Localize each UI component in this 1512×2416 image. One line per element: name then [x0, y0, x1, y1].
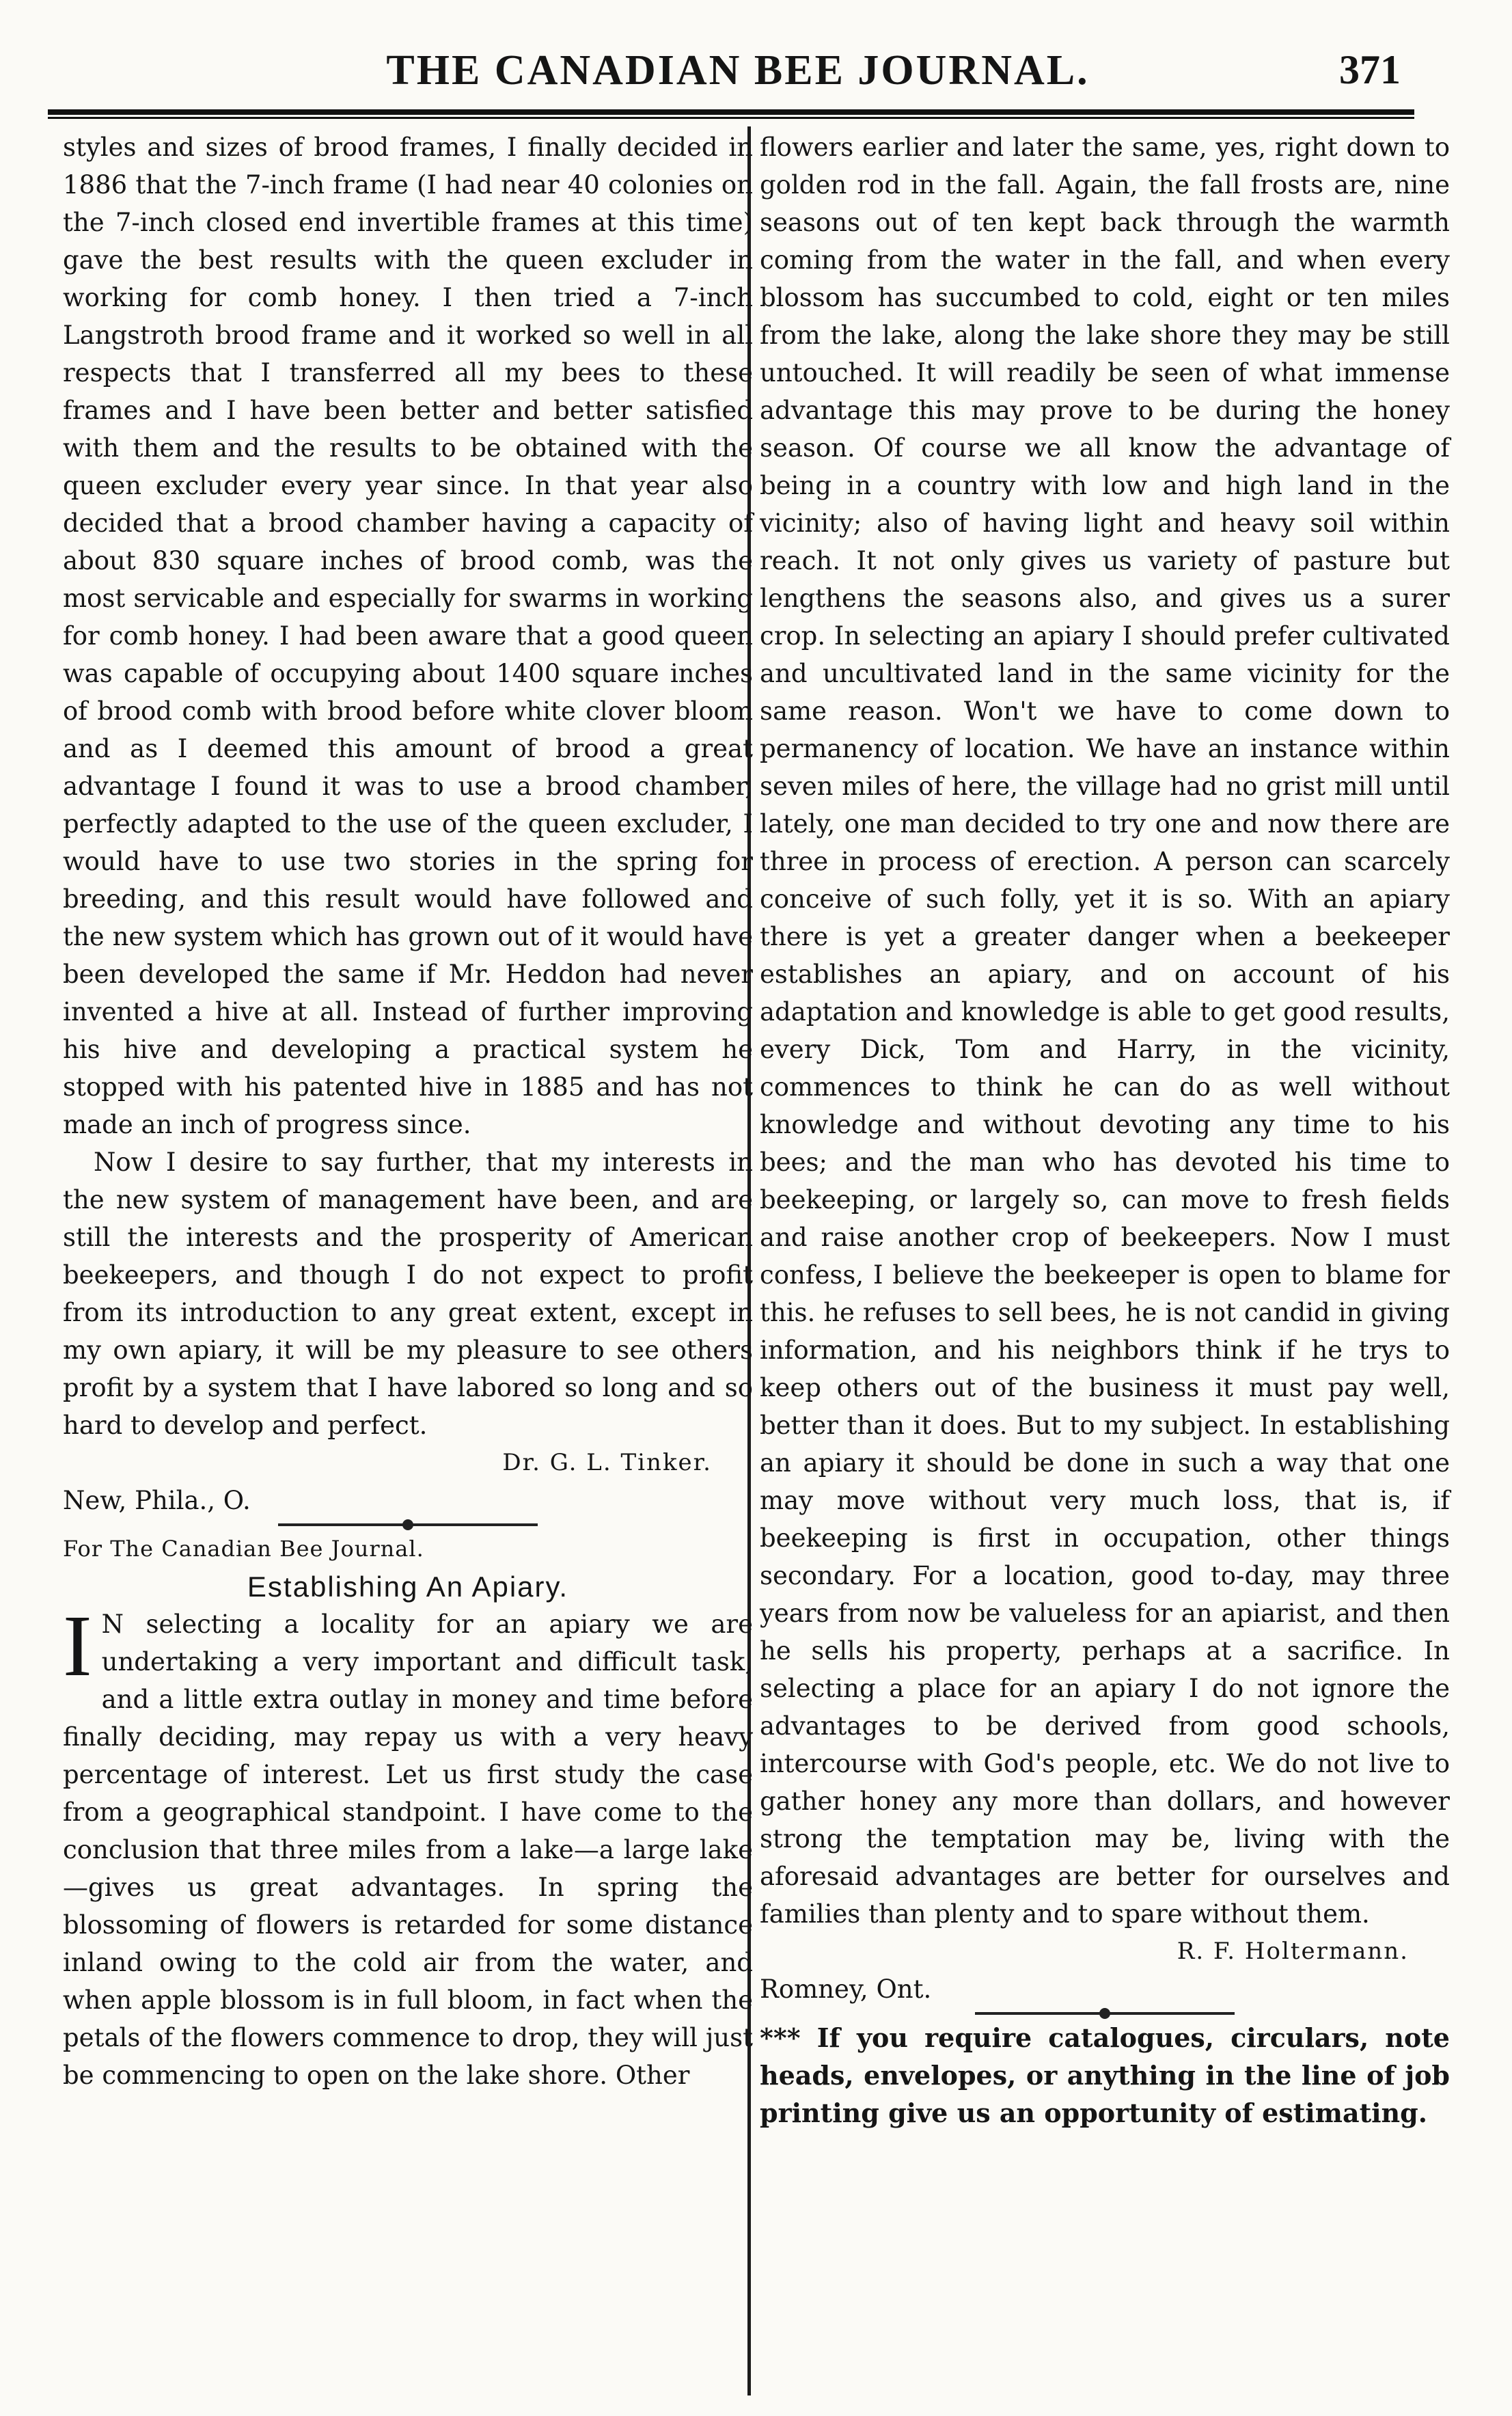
place-tinker: New, Phila., O.	[63, 1486, 251, 1515]
page-header	[61, 27, 1414, 103]
byline: For The Canadian Bee Journal.	[63, 1536, 424, 1562]
right-paragraph-1: flowers earlier and later the same, yes, right down to golden rod in the fall. Again, the fall frosts are, nine seasons out of ten kept back through the warmth coming from the water in the fall, and when every blossom has succumbed to cold, eight or ten miles from the lake, along the lake shore they may be still untouched. It will readily be seen of what immense advantage this may prove to be during the honey season. Of course we all know the advantage of being in a country with low and high land in the vicinity; also of having light and heavy soil within reach. It not only gives us variety of pasture but lengthens the seasons also, and gives us a surer crop. In selecting an apiary I should prefer cultivated and uncultivated land in the same vicinity for the same reason. Won't we have to come down to permanency of location. We have an instance within seven miles of here, the village had no grist mill until lately, one man decided to try one and now there are three in process of erection. A person can scarcely conceive of such folly, yet it is so. With an apiary there is yet a greater danger when a beekeeper establishes an apiary, and on account of his adaptation and knowledge is able to get good results, every Dick, Tom and Harry, in the vicinity, commences to think he can do as well without knowledge and without devoting any time to his bees; and the man who has devoted his time to beekeeping, or largely so, can move to fresh fields and raise another crop of beekeepers. Now I must confess, I believe the beekeeper is open to blame for this. he refuses to sell bees, he is not candid in giving information, and his neighbors think if he trys to keep others out of the business it must pay well, better than it does. But to my subject. In establishing an apiary it should be done in such a way that one may move without very much loss, that is, if beekeeping is first in occupation, other things secondary. For a location, good to-day, may three years from now be valueless for an apiarist, and then he sells his property, perhaps at a sacrifice. In selecting a place for an apiary I do not ignore the advantages to be derived from good schools, intercourse with God's people, etc. We do not live to gather honey any more than dollars, and however strong the temptation may be, living with the aforesaid advantages are better for ourselves and families than plenty and to spare without them.	[760, 133, 1450, 1929]
left-paragraph-3-text: N selecting a locality for an apiary we are undertaking a very important and difficult task, and a little extra outlay in money and time before finally deciding, may repay us with a very heavy percentage of interest. Let us first study the case from a geographical standpoint. I have come to the conclusion that three miles from a lake—a large lake—gives us great advantages. In spring the blossoming of flowers is retarded for some distance inland owing to the cold air from the water, and when apple blossom is in full bloom, in fact when the petals of the flowers commence to drop, they will just be commencing to open on the lake shore. Other	[63, 1610, 753, 2090]
left-paragraph-3	[63, 1597, 753, 2094]
left-paragraph-2: Now I desire to say further, that my interests in the new system of management have been, and are still the interests and the prosperity of American beekeepers, and though I do not expect to profit from its introduction to any great extent, except in my own apiary, it will be my pleasure to see others profit by a system that I have labored so long and so hard to develop and perfect.	[63, 1148, 753, 1440]
drop-cap: I	[63, 1597, 92, 1694]
ornament-dot-right	[1099, 2008, 1110, 2019]
article-heading: Establishing An Apiary.	[247, 1571, 569, 1603]
place-holtermann: Romney, Ont.	[760, 1974, 932, 2004]
left-column	[63, 128, 753, 2094]
signature-tinker: Dr. G. L. Tinker.	[502, 1449, 712, 1476]
signature-holtermann: R. F. Holtermann.	[1177, 1938, 1409, 1965]
printing-notice: *** If you require catalogues, circulars, note heads, envelopes, or anything in the line of job printing give us an opportunity of estimating.	[760, 2022, 1450, 2128]
journal-title: THE CANADIAN BEE JOURNAL.	[386, 47, 1090, 94]
ornament-rule-right	[975, 2012, 1235, 2015]
ornament-dot	[402, 1519, 413, 1530]
right-column	[760, 128, 1450, 2132]
page-number: 371	[1339, 47, 1401, 92]
header-rule	[48, 109, 1414, 119]
left-paragraph-1: styles and sizes of brood frames, I finally decided in 1886 that the 7-inch frame (I had near 40 colonies on the 7-inch closed end invertible frames at this time) gave the best results with the queen excluder in working for comb honey. I then tried a 7-inch Langstroth brood frame and it worked so well in all respects that I transferred all my bees to these frames and I have been better and better satisfied with them and the results to be obtained with the queen excluder every year since. In that year also decided that a brood chamber having a capacity of about 830 square inches of brood comb, was the most servicable and especially for swarms in working for comb honey. I had been aware that a good queen was capable of occupying about 1400 square inches of brood comb with brood before white clover bloom and as I deemed this amount of brood a great advantage I found it was to use a brood chamber, perfectly adapted to the use of the queen excluder, I would have to use two stories in the spring for breeding, and this result would have followed and the new system which has grown out of it would have been developed the same if Mr. Heddon had never invented a hive at all. Instead of further improving his hive and developing a practical system he stopped with his patented hive in 1885 and has not made an inch of progress since.	[63, 133, 753, 1139]
ornament-rule	[278, 1523, 538, 1526]
